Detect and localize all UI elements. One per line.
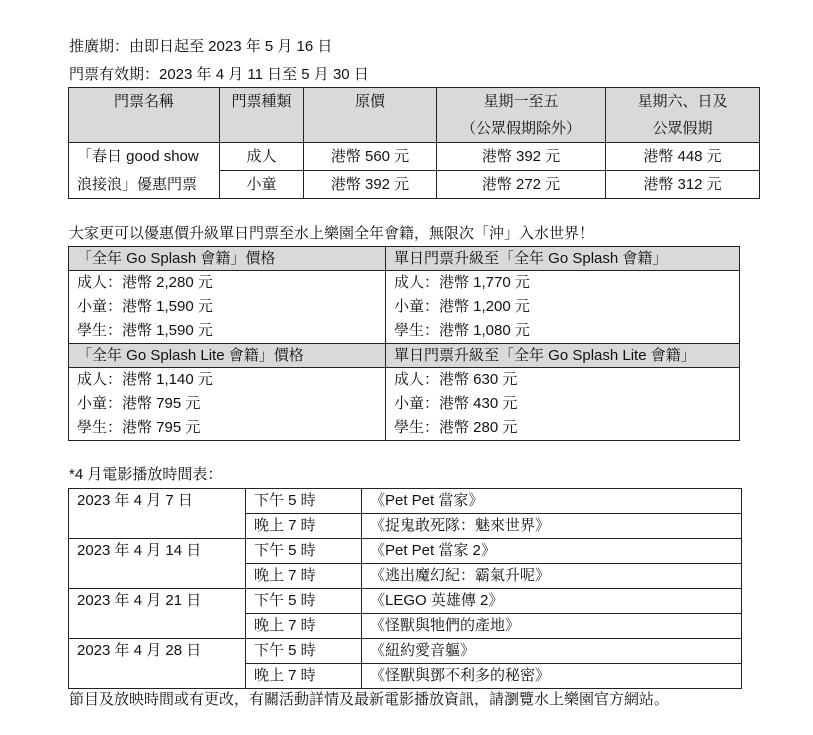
list-item: 學生：港幣 1,590 元 [77,322,213,339]
schedule-date: 2023 年 4 月 14 日 [69,539,246,589]
list-item: 學生：港幣 795 元 [77,419,201,436]
weekday-price-cell: 港幣 392 元 [437,143,606,171]
schedule-date: 2023 年 4 月 28 日 [69,639,246,689]
list-item: 成人：港幣 1,770 元 [394,274,530,291]
ticket-name-line2: 浪接浪」優惠門票 [69,171,220,199]
weekend-price-cell: 港幣 448 元 [606,143,760,171]
weekday-price-cell: 港幣 272 元 [437,171,606,199]
table-row [69,368,740,441]
header-weekend-line1: 星期六、日及 [637,93,728,110]
lite-upgrade-list [386,368,740,441]
table-row [69,171,760,199]
movie-schedule-table [68,488,742,689]
table-row [69,539,742,564]
ticket-type-cell: 小童 [220,171,304,199]
schedule-film: 《Pet Pet 當家 2》 [362,539,742,564]
list-item: 小童：港幣 430 元 [394,395,518,412]
table-row [69,489,742,514]
original-price-cell: 港幣 560 元 [304,143,437,171]
membership-table [68,246,740,441]
table-row [69,589,742,614]
schedule-time: 下午 5 時 [246,639,362,664]
schedule-film: 《怪獸與鄧不利多的秘密》 [362,664,742,689]
list-item: 成人：港幣 630 元 [394,371,518,388]
header-ticket-type: 門票種類 [220,88,304,143]
membership-header-row [69,344,740,368]
header-weekday-line2: （公眾假期除外） [460,120,581,137]
lite-price-header: 「全年 Go Splash Lite 會籍」價格 [69,344,386,368]
ticket-table-header-row [69,88,760,143]
list-item: 小童：港幣 1,590 元 [77,298,213,315]
footer-note: 節目及放映時間或有更改，有關活動詳情及最新電影播放資訊，請瀏覽水上樂園官方網站。 [69,691,670,708]
table-row [69,639,742,664]
weekend-price-cell: 港幣 312 元 [606,171,760,199]
list-item: 小童：港幣 1,200 元 [394,298,530,315]
list-item: 學生：港幣 1,080 元 [394,322,530,339]
list-item: 成人：港幣 1,140 元 [77,371,213,388]
header-original-price: 原價 [304,88,437,143]
original-price-cell: 港幣 392 元 [304,171,437,199]
promo-period: 推廣期：由即日起至 2023 年 5 月 16 日 [69,38,333,55]
list-item: 小童：港幣 795 元 [77,395,201,412]
list-item: 成人：港幣 2,280 元 [77,274,213,291]
list-item: 學生：港幣 280 元 [394,419,518,436]
splash-upgrade-list [386,271,740,344]
schedule-time: 晚上 7 時 [246,564,362,589]
schedule-film: 《逃出魔幻紀：霸氣升呢》 [362,564,742,589]
lite-price-list [69,368,386,441]
schedule-time: 晚上 7 時 [246,664,362,689]
ticket-type-cell: 成人 [220,143,304,171]
splash-price-header: 「全年 Go Splash 會籍」價格 [69,247,386,271]
ticket-price-table [68,87,760,199]
ticket-name-line1: 「春日 good show [69,143,220,171]
table-row [69,271,740,344]
schedule-date: 2023 年 4 月 21 日 [69,589,246,639]
schedule-film: 《捉鬼敢死隊：魅來世界》 [362,514,742,539]
movie-schedule-title: *4 月電影播放時間表： [69,466,223,483]
schedule-date: 2023 年 4 月 7 日 [69,489,246,539]
schedule-film: 《LEGO 英雄傳 2》 [362,589,742,614]
table-row [69,143,760,171]
header-weekday-line1: 星期一至五 [483,93,559,110]
header-weekend-price [606,88,760,143]
membership-header-row [69,247,740,271]
schedule-time: 晚上 7 時 [246,614,362,639]
header-ticket-name: 門票名稱 [69,88,220,143]
schedule-film: 《紐約愛音軀》 [362,639,742,664]
schedule-time: 下午 5 時 [246,589,362,614]
schedule-time: 下午 5 時 [246,539,362,564]
lite-upgrade-header: 單日門票升級至「全年 Go Splash Lite 會籍」 [386,344,740,368]
schedule-time: 晚上 7 時 [246,514,362,539]
header-weekend-line2: 公眾假期 [652,120,713,137]
schedule-time: 下午 5 時 [246,489,362,514]
upgrade-intro: 大家更可以優惠價升級單日門票至水上樂園全年會籍，無限次「沖」入水世界！ [69,225,595,242]
schedule-film: 《Pet Pet 當家》 [362,489,742,514]
header-weekday-price [437,88,606,143]
splash-upgrade-header: 單日門票升級至「全年 Go Splash 會籍」 [386,247,740,271]
splash-price-list [69,271,386,344]
schedule-film: 《怪獸與牠們的產地》 [362,614,742,639]
ticket-validity: 門票有效期：2023 年 4 月 11 日至 5 月 30 日 [69,66,369,83]
